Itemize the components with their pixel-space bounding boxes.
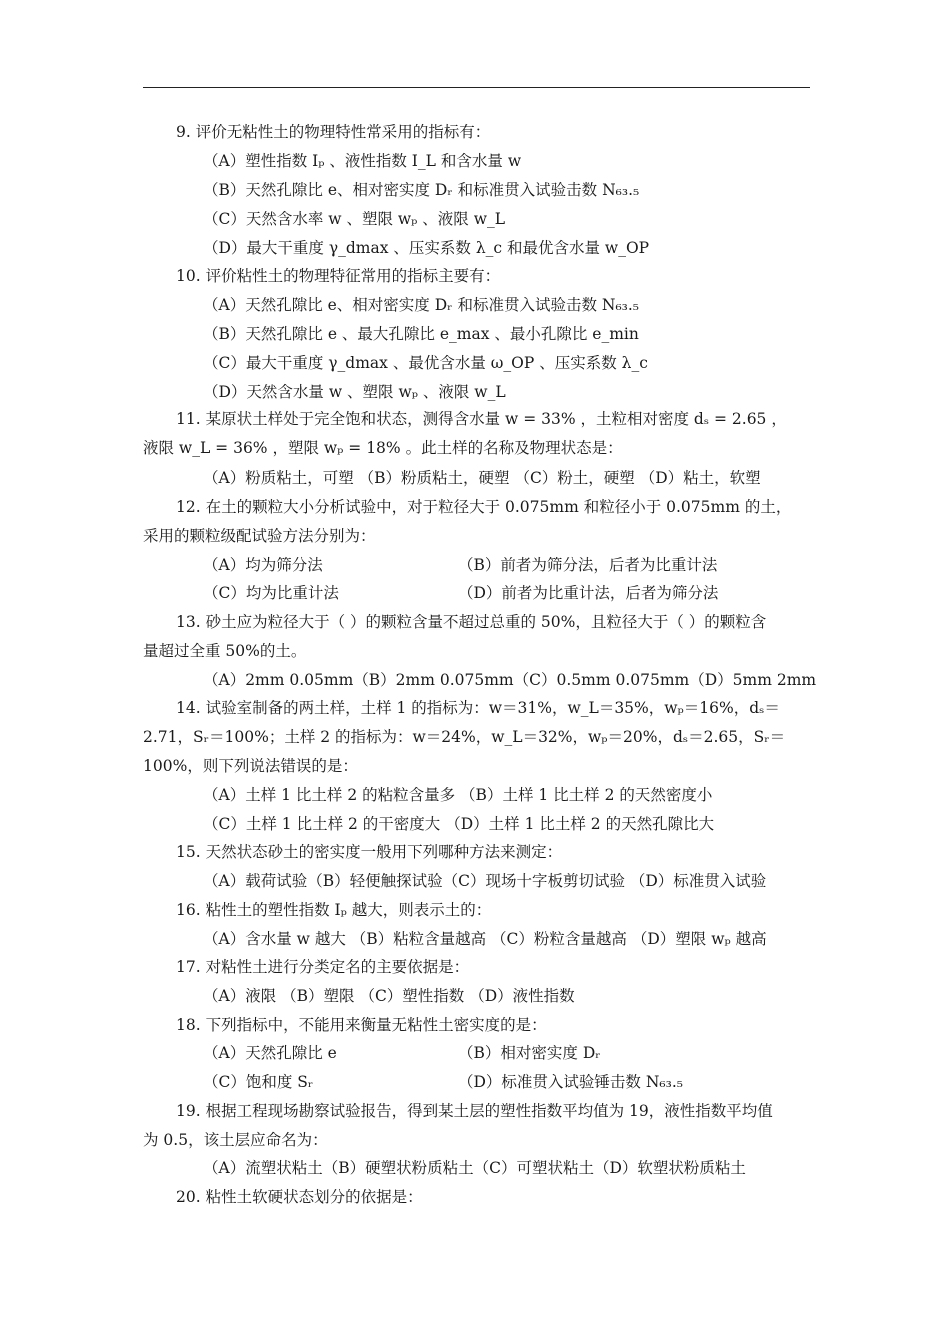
question-12: 12. 在土的颗粒大小分析试验中，对于粒径大于 0.075mm 和粒径小于 0.075mm 的土，: [176, 498, 792, 516]
question-11-cont: 液限 w_L = 36% ，塑限 wₚ = 18% 。此土样的名称及物理状态是：: [143, 439, 623, 457]
question-15: 15. 天然状态砂土的密实度一般用下列哪种方法来测定：: [176, 843, 563, 861]
question-19-cont: 为 0.5，该土层应命名为：: [143, 1131, 328, 1149]
question-20: 20. 粘性土软硬状态划分的依据是：: [176, 1188, 423, 1206]
question-12-cont: 采用的颗粒级配试验方法分别为：: [143, 527, 376, 545]
option-10a: （A）天然孔隙比 e、相对密实度 Dᵣ 和标准贯入试验击数 N₆₃.₅: [203, 296, 640, 314]
option-12d: （D）前者为比重计法，后者为筛分法: [458, 584, 719, 602]
option-9b: （B）天然孔隙比 e、相对密实度 Dᵣ 和标准贯入试验击数 N₆₃.₅: [203, 181, 640, 199]
question-13-cont: 量超过全重 50%的土。: [143, 642, 307, 660]
header-rule: [143, 87, 810, 88]
options-11: （A）粉质粘土，可塑 （B）粉质粘土，硬塑 （C）粉土，硬塑 （D）粘土，软塑: [203, 469, 761, 487]
question-19: 19. 根据工程现场勘察试验报告，得到某土层的塑性指数平均值为 19，液性指数平均值: [176, 1102, 773, 1120]
question-18: 18. 下列指标中，不能用来衡量无粘性土密实度的是：: [176, 1016, 547, 1034]
option-10b: （B）天然孔隙比 e 、最大孔隙比 e_max 、最小孔隙比 e_min: [203, 325, 639, 343]
options-15: （A）载荷试验（B）轻便触探试验（C）现场十字板剪切试验 （D）标准贯入试验: [203, 872, 767, 890]
question-11: 11. 某原状土样处于完全饱和状态，测得含水量 w = 33% ，土粒相对密度 dₛ = 2.65 ，: [176, 410, 787, 428]
option-10c: （C）最大干重度 γ_dmax 、最优含水量 ω_OP 、压实系数 λ_c: [203, 354, 648, 372]
options-14ab: （A）土样 1 比土样 2 的粘粒含量多 （B）土样 1 比土样 2 的天然密度小: [203, 786, 713, 804]
option-18d: （D）标准贯入试验锤击数 N₆₃.₅: [458, 1073, 683, 1091]
option-18b: （B）相对密实度 Dᵣ: [458, 1044, 601, 1062]
options-16: （A）含水量 w 越大 （B）粘粒含量越高 （C）粉粒含量越高 （D）塑限 wₚ 越高: [203, 930, 767, 948]
options-17: （A）液限 （B）塑限 （C）塑性指数 （D）液性指数: [203, 987, 575, 1005]
question-17: 17. 对粘性土进行分类定名的主要依据是：: [176, 958, 470, 976]
question-9: 9. 评价无粘性土的物理特性常采用的指标有：: [176, 123, 491, 141]
option-9d: （D）最大干重度 γ_dmax 、压实系数 λ_c 和最优含水量 w_OP: [203, 239, 650, 257]
question-16: 16. 粘性土的塑性指数 Iₚ 越大，则表示土的：: [176, 901, 492, 919]
option-12a: （A）均为筛分法: [203, 556, 323, 574]
options-13: （A）2mm 0.05mm（B）2mm 0.075mm（C）0.5mm 0.075mm（D）5mm 2mm: [203, 671, 817, 689]
question-14-cont: 2.71，Sᵣ＝100%；土样 2 的指标为：w＝24%，w_L＝32%，wₚ＝20%，dₛ＝2.65，Sᵣ＝: [143, 728, 786, 746]
option-10d: （D）天然含水量 w 、塑限 wₚ 、液限 w_L: [203, 383, 506, 401]
option-9c: （C）天然含水率 w 、塑限 wₚ 、液限 w_L: [203, 210, 506, 228]
options-19: （A）流塑状粘土（B）硬塑状粉质粘土（C）可塑状粘土（D）软塑状粉质粘土: [203, 1159, 746, 1177]
option-18a: （A）天然孔隙比 e: [203, 1044, 337, 1062]
option-18c: （C）饱和度 Sᵣ: [203, 1073, 314, 1091]
option-12b: （B）前者为筛分法，后者为比重计法: [458, 556, 718, 574]
option-12c: （C）均为比重计法: [203, 584, 339, 602]
options-14cd: （C）土样 1 比土样 2 的干密度大 （D）土样 1 比土样 2 的天然孔隙比大: [203, 815, 715, 833]
option-9a: （A）塑性指数 Iₚ 、液性指数 I_L 和含水量 w: [203, 152, 522, 170]
question-14: 14. 试验室制备的两土样，土样 1 的指标为：w＝31%，w_L＝35%，wₚ＝16%，dₛ＝: [176, 699, 780, 717]
question-13: 13. 砂土应为粒径大于（ ）的颗粒含量不超过总重的 50%，且粒径大于（ ）的颗粒含: [176, 613, 767, 631]
question-14-cont-2: 100%，则下列说法错误的是：: [143, 757, 358, 775]
question-10: 10. 评价粘性土的物理特征常用的指标主要有：: [176, 267, 501, 285]
